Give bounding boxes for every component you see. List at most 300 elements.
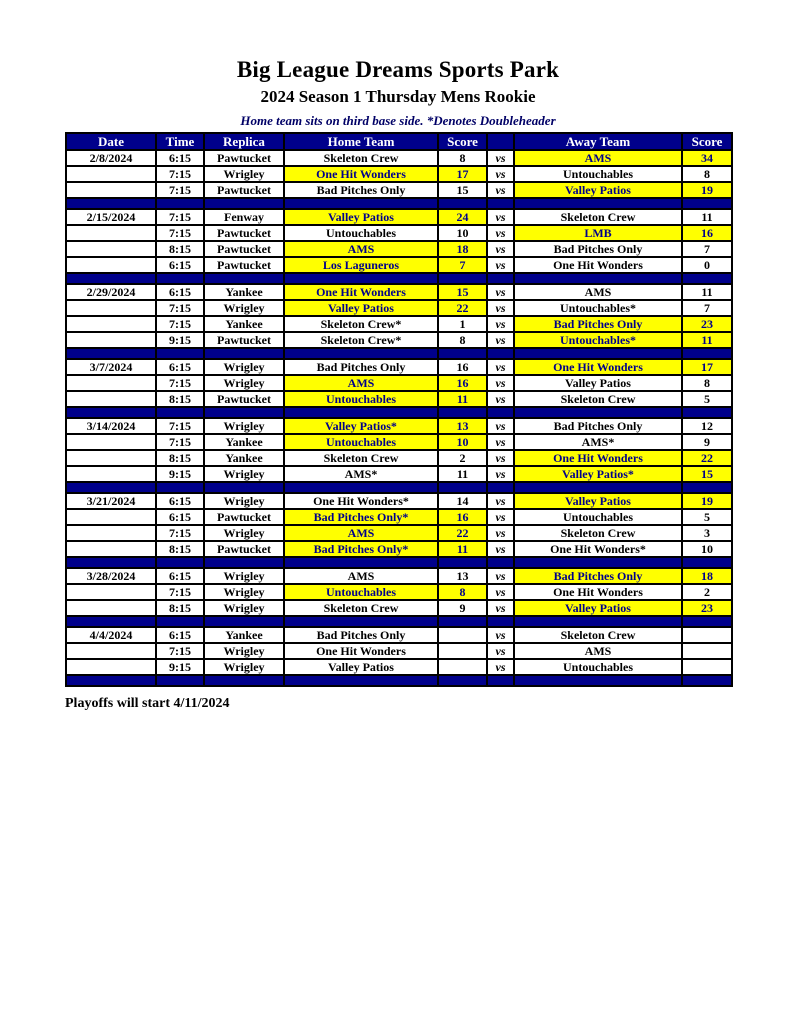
separator-cell: [514, 273, 682, 284]
header-home-score: Score: [438, 133, 487, 150]
home-score-cell: 11: [438, 391, 487, 407]
vs-cell: vs: [487, 241, 514, 257]
home-score-cell: 8: [438, 150, 487, 166]
home-team-cell: One Hit Wonders: [284, 166, 438, 182]
away-score-cell: 8: [682, 166, 732, 182]
time-cell: 7:15: [156, 300, 204, 316]
home-score-cell: 10: [438, 225, 487, 241]
separator-row: [66, 675, 732, 686]
schedule-table: [65, 132, 733, 687]
home-score-cell: 8: [438, 584, 487, 600]
date-cell: [66, 659, 156, 675]
date-cell: [66, 509, 156, 525]
vs-cell: vs: [487, 375, 514, 391]
separator-cell: [487, 616, 514, 627]
away-score-cell: [682, 659, 732, 675]
separator-cell: [204, 273, 284, 284]
game-row: [66, 150, 732, 166]
away-score-cell: 22: [682, 450, 732, 466]
time-cell: 7:15: [156, 584, 204, 600]
home-score-cell: 24: [438, 209, 487, 225]
away-score-cell: [682, 627, 732, 643]
home-team-cell: One Hit Wonders: [284, 284, 438, 300]
away-score-cell: [682, 643, 732, 659]
vs-cell: vs: [487, 182, 514, 198]
away-score-cell: 12: [682, 418, 732, 434]
vs-cell: vs: [487, 434, 514, 450]
vs-cell: vs: [487, 391, 514, 407]
time-cell: 7:15: [156, 643, 204, 659]
date-cell: [66, 525, 156, 541]
home-team-cell: AMS: [284, 525, 438, 541]
separator-cell: [487, 407, 514, 418]
separator-row: [66, 198, 732, 209]
home-team-cell: Untouchables: [284, 225, 438, 241]
date-cell: [66, 434, 156, 450]
time-cell: 8:15: [156, 391, 204, 407]
time-cell: 9:15: [156, 466, 204, 482]
date-cell: [66, 300, 156, 316]
replica-cell: Wrigley: [204, 643, 284, 659]
date-cell: 4/4/2024: [66, 627, 156, 643]
separator-cell: [156, 407, 204, 418]
separator-cell: [514, 407, 682, 418]
separator-cell: [66, 675, 156, 686]
time-cell: 9:15: [156, 332, 204, 348]
vs-cell: vs: [487, 659, 514, 675]
separator-cell: [438, 348, 487, 359]
replica-cell: Pawtucket: [204, 225, 284, 241]
date-cell: [66, 541, 156, 557]
replica-cell: Fenway: [204, 209, 284, 225]
vs-cell: vs: [487, 466, 514, 482]
replica-cell: Wrigley: [204, 600, 284, 616]
away-team-cell: Skeleton Crew: [514, 627, 682, 643]
separator-cell: [204, 557, 284, 568]
separator-cell: [66, 407, 156, 418]
home-score-cell: 15: [438, 284, 487, 300]
vs-cell: vs: [487, 332, 514, 348]
away-team-cell: Skeleton Crew: [514, 391, 682, 407]
date-cell: [66, 182, 156, 198]
replica-cell: Wrigley: [204, 300, 284, 316]
away-team-cell: Valley Patios: [514, 600, 682, 616]
home-score-cell: 14: [438, 493, 487, 509]
game-row: [66, 627, 732, 643]
separator-cell: [66, 482, 156, 493]
away-score-cell: 11: [682, 209, 732, 225]
replica-cell: Yankee: [204, 316, 284, 332]
time-cell: 8:15: [156, 541, 204, 557]
home-team-cell: Valley Patios*: [284, 418, 438, 434]
page-subtitle: 2024 Season 1 Thursday Mens Rookie: [260, 87, 536, 106]
separator-cell: [682, 407, 732, 418]
game-row: [66, 525, 732, 541]
away-score-cell: 17: [682, 359, 732, 375]
home-team-cell: Skeleton Crew: [284, 450, 438, 466]
away-team-cell: One Hit Wonders: [514, 359, 682, 375]
replica-cell: Pawtucket: [204, 509, 284, 525]
home-score-cell: 22: [438, 300, 487, 316]
away-score-cell: 16: [682, 225, 732, 241]
home-team-cell: Bad Pitches Only: [284, 627, 438, 643]
away-team-cell: One Hit Wonders: [514, 584, 682, 600]
away-team-cell: AMS: [514, 643, 682, 659]
replica-cell: Pawtucket: [204, 241, 284, 257]
separator-cell: [682, 557, 732, 568]
separator-cell: [514, 675, 682, 686]
home-score-cell: 2: [438, 450, 487, 466]
page-title: Big League Dreams Sports Park: [236, 57, 560, 82]
home-team-cell: Bad Pitches Only*: [284, 509, 438, 525]
away-score-cell: 9: [682, 434, 732, 450]
separator-cell: [438, 198, 487, 209]
date-cell: 3/21/2024: [66, 493, 156, 509]
game-row: [66, 166, 732, 182]
separator-cell: [284, 407, 438, 418]
date-cell: [66, 600, 156, 616]
home-score-cell: 8: [438, 332, 487, 348]
home-team-cell: Skeleton Crew*: [284, 332, 438, 348]
home-team-cell: Untouchables: [284, 584, 438, 600]
away-score-cell: 23: [682, 316, 732, 332]
home-score-cell: 7: [438, 257, 487, 273]
away-team-cell: Valley Patios: [514, 493, 682, 509]
home-team-cell: Bad Pitches Only: [284, 359, 438, 375]
game-row: [66, 332, 732, 348]
separator-cell: [487, 348, 514, 359]
header-replica: Replica: [204, 133, 284, 150]
home-score-cell: [438, 627, 487, 643]
home-team-cell: Untouchables: [284, 391, 438, 407]
away-score-cell: 19: [682, 182, 732, 198]
separator-cell: [438, 616, 487, 627]
away-team-cell: One Hit Wonders: [514, 257, 682, 273]
header-home-team: Home Team: [284, 133, 438, 150]
vs-cell: vs: [487, 284, 514, 300]
home-team-cell: One Hit Wonders: [284, 643, 438, 659]
home-team-cell: Bad Pitches Only: [284, 182, 438, 198]
replica-cell: Pawtucket: [204, 332, 284, 348]
separator-cell: [487, 273, 514, 284]
home-team-cell: AMS: [284, 375, 438, 391]
time-cell: 7:15: [156, 316, 204, 332]
replica-cell: Pawtucket: [204, 391, 284, 407]
vs-cell: vs: [487, 584, 514, 600]
time-cell: 8:15: [156, 241, 204, 257]
time-cell: 9:15: [156, 659, 204, 675]
time-cell: 6:15: [156, 627, 204, 643]
game-row: [66, 466, 732, 482]
time-cell: 6:15: [156, 568, 204, 584]
home-score-cell: 11: [438, 466, 487, 482]
separator-cell: [682, 348, 732, 359]
away-team-cell: Valley Patios*: [514, 466, 682, 482]
separator-row: [66, 557, 732, 568]
away-score-cell: 2: [682, 584, 732, 600]
game-row: [66, 568, 732, 584]
replica-cell: Yankee: [204, 284, 284, 300]
time-cell: 7:15: [156, 375, 204, 391]
away-score-cell: 7: [682, 300, 732, 316]
vs-cell: vs: [487, 450, 514, 466]
separator-cell: [156, 675, 204, 686]
header-time: Time: [156, 133, 204, 150]
separator-cell: [682, 482, 732, 493]
time-cell: 7:15: [156, 182, 204, 198]
separator-cell: [156, 616, 204, 627]
separator-cell: [514, 616, 682, 627]
separator-cell: [438, 482, 487, 493]
game-row: [66, 257, 732, 273]
separator-cell: [284, 616, 438, 627]
away-score-cell: 19: [682, 493, 732, 509]
game-row: [66, 418, 732, 434]
away-score-cell: 11: [682, 332, 732, 348]
away-score-cell: 0: [682, 257, 732, 273]
away-team-cell: Bad Pitches Only: [514, 316, 682, 332]
separator-cell: [66, 348, 156, 359]
replica-cell: Wrigley: [204, 466, 284, 482]
date-cell: 2/29/2024: [66, 284, 156, 300]
replica-cell: Yankee: [204, 627, 284, 643]
separator-cell: [284, 348, 438, 359]
home-team-cell: Valley Patios: [284, 300, 438, 316]
date-cell: [66, 643, 156, 659]
vs-cell: vs: [487, 643, 514, 659]
separator-cell: [438, 557, 487, 568]
header-date: Date: [66, 133, 156, 150]
home-team-cell: Bad Pitches Only*: [284, 541, 438, 557]
away-team-cell: Skeleton Crew: [514, 525, 682, 541]
replica-cell: Wrigley: [204, 659, 284, 675]
vs-cell: vs: [487, 541, 514, 557]
away-team-cell: Valley Patios: [514, 182, 682, 198]
date-cell: [66, 225, 156, 241]
home-score-cell: 16: [438, 509, 487, 525]
home-score-cell: [438, 659, 487, 675]
home-score-cell: 9: [438, 600, 487, 616]
home-score-cell: 16: [438, 359, 487, 375]
game-row: [66, 359, 732, 375]
home-team-cell: Valley Patios: [284, 209, 438, 225]
game-row: [66, 450, 732, 466]
time-cell: 7:15: [156, 418, 204, 434]
separator-row: [66, 348, 732, 359]
time-cell: 8:15: [156, 600, 204, 616]
replica-cell: Wrigley: [204, 375, 284, 391]
home-score-cell: 22: [438, 525, 487, 541]
home-team-cell: Skeleton Crew: [284, 600, 438, 616]
away-team-cell: Skeleton Crew: [514, 209, 682, 225]
vs-cell: vs: [487, 525, 514, 541]
away-score-cell: 5: [682, 391, 732, 407]
vs-cell: vs: [487, 600, 514, 616]
away-score-cell: 10: [682, 541, 732, 557]
game-row: [66, 643, 732, 659]
vs-cell: vs: [487, 509, 514, 525]
vs-cell: vs: [487, 568, 514, 584]
separator-cell: [514, 198, 682, 209]
game-row: [66, 391, 732, 407]
replica-cell: Pawtucket: [204, 150, 284, 166]
separator-cell: [156, 198, 204, 209]
replica-cell: Pawtucket: [204, 257, 284, 273]
separator-cell: [682, 675, 732, 686]
home-score-cell: 18: [438, 241, 487, 257]
date-cell: [66, 450, 156, 466]
date-cell: 2/8/2024: [66, 150, 156, 166]
separator-cell: [284, 675, 438, 686]
home-team-cell: One Hit Wonders*: [284, 493, 438, 509]
date-cell: [66, 316, 156, 332]
away-score-cell: 23: [682, 600, 732, 616]
home-team-cell: Los Laguneros: [284, 257, 438, 273]
game-row: [66, 241, 732, 257]
separator-cell: [156, 557, 204, 568]
away-team-cell: One Hit Wonders*: [514, 541, 682, 557]
away-team-cell: One Hit Wonders: [514, 450, 682, 466]
separator-cell: [204, 616, 284, 627]
separator-cell: [204, 198, 284, 209]
separator-cell: [284, 482, 438, 493]
home-team-cell: AMS: [284, 241, 438, 257]
date-cell: [66, 257, 156, 273]
away-team-cell: Bad Pitches Only: [514, 568, 682, 584]
separator-cell: [487, 675, 514, 686]
time-cell: 6:15: [156, 359, 204, 375]
date-cell: [66, 241, 156, 257]
legend-note: Home team sits on third base side. *Denotes Doubleheader: [240, 113, 556, 128]
separator-cell: [66, 273, 156, 284]
vs-cell: vs: [487, 209, 514, 225]
separator-cell: [487, 198, 514, 209]
replica-cell: Pawtucket: [204, 182, 284, 198]
away-team-cell: Untouchables: [514, 659, 682, 675]
away-score-cell: 7: [682, 241, 732, 257]
home-score-cell: [438, 643, 487, 659]
separator-cell: [204, 675, 284, 686]
vs-cell: vs: [487, 257, 514, 273]
vs-cell: vs: [487, 627, 514, 643]
game-row: [66, 584, 732, 600]
home-score-cell: 10: [438, 434, 487, 450]
replica-cell: Wrigley: [204, 359, 284, 375]
separator-row: [66, 482, 732, 493]
away-score-cell: 11: [682, 284, 732, 300]
separator-cell: [284, 273, 438, 284]
separator-cell: [204, 407, 284, 418]
replica-cell: Wrigley: [204, 525, 284, 541]
away-team-cell: Untouchables*: [514, 332, 682, 348]
game-row: [66, 541, 732, 557]
replica-cell: Yankee: [204, 450, 284, 466]
time-cell: 6:15: [156, 150, 204, 166]
separator-cell: [66, 198, 156, 209]
away-team-cell: Untouchables: [514, 166, 682, 182]
playoffs-note: Playoffs will start 4/11/2024: [65, 696, 230, 711]
away-team-cell: LMB: [514, 225, 682, 241]
home-score-cell: 16: [438, 375, 487, 391]
separator-cell: [487, 482, 514, 493]
separator-cell: [204, 348, 284, 359]
home-score-cell: 13: [438, 418, 487, 434]
separator-cell: [514, 557, 682, 568]
vs-cell: vs: [487, 418, 514, 434]
separator-cell: [487, 557, 514, 568]
separator-cell: [682, 616, 732, 627]
away-score-cell: 18: [682, 568, 732, 584]
time-cell: 7:15: [156, 434, 204, 450]
away-score-cell: 8: [682, 375, 732, 391]
vs-cell: vs: [487, 493, 514, 509]
header-row: [66, 133, 732, 150]
separator-cell: [284, 198, 438, 209]
separator-cell: [156, 273, 204, 284]
home-score-cell: 17: [438, 166, 487, 182]
vs-cell: vs: [487, 225, 514, 241]
replica-cell: Wrigley: [204, 418, 284, 434]
home-score-cell: 15: [438, 182, 487, 198]
game-row: [66, 659, 732, 675]
time-cell: 7:15: [156, 225, 204, 241]
separator-cell: [438, 675, 487, 686]
time-cell: 8:15: [156, 450, 204, 466]
date-cell: [66, 375, 156, 391]
header-vs: [487, 133, 514, 150]
away-team-cell: Bad Pitches Only: [514, 241, 682, 257]
away-team-cell: Valley Patios: [514, 375, 682, 391]
time-cell: 7:15: [156, 525, 204, 541]
game-row: [66, 209, 732, 225]
away-team-cell: Untouchables*: [514, 300, 682, 316]
separator-row: [66, 616, 732, 627]
away-score-cell: 3: [682, 525, 732, 541]
away-team-cell: AMS: [514, 150, 682, 166]
time-cell: 6:15: [156, 284, 204, 300]
home-score-cell: 11: [438, 541, 487, 557]
away-team-cell: AMS*: [514, 434, 682, 450]
game-row: [66, 284, 732, 300]
game-row: [66, 434, 732, 450]
time-cell: 6:15: [156, 493, 204, 509]
separator-cell: [682, 198, 732, 209]
separator-row: [66, 273, 732, 284]
time-cell: 6:15: [156, 509, 204, 525]
home-score-cell: 1: [438, 316, 487, 332]
game-row: [66, 182, 732, 198]
replica-cell: Yankee: [204, 434, 284, 450]
home-team-cell: AMS*: [284, 466, 438, 482]
date-cell: 3/7/2024: [66, 359, 156, 375]
separator-cell: [204, 482, 284, 493]
home-score-cell: 13: [438, 568, 487, 584]
separator-cell: [66, 557, 156, 568]
vs-cell: vs: [487, 150, 514, 166]
date-cell: [66, 332, 156, 348]
game-row: [66, 600, 732, 616]
away-team-cell: AMS: [514, 284, 682, 300]
home-team-cell: AMS: [284, 568, 438, 584]
separator-cell: [438, 273, 487, 284]
date-cell: 3/14/2024: [66, 418, 156, 434]
home-team-cell: Skeleton Crew*: [284, 316, 438, 332]
vs-cell: vs: [487, 300, 514, 316]
vs-cell: vs: [487, 166, 514, 182]
replica-cell: Wrigley: [204, 568, 284, 584]
away-score-cell: 5: [682, 509, 732, 525]
game-row: [66, 375, 732, 391]
